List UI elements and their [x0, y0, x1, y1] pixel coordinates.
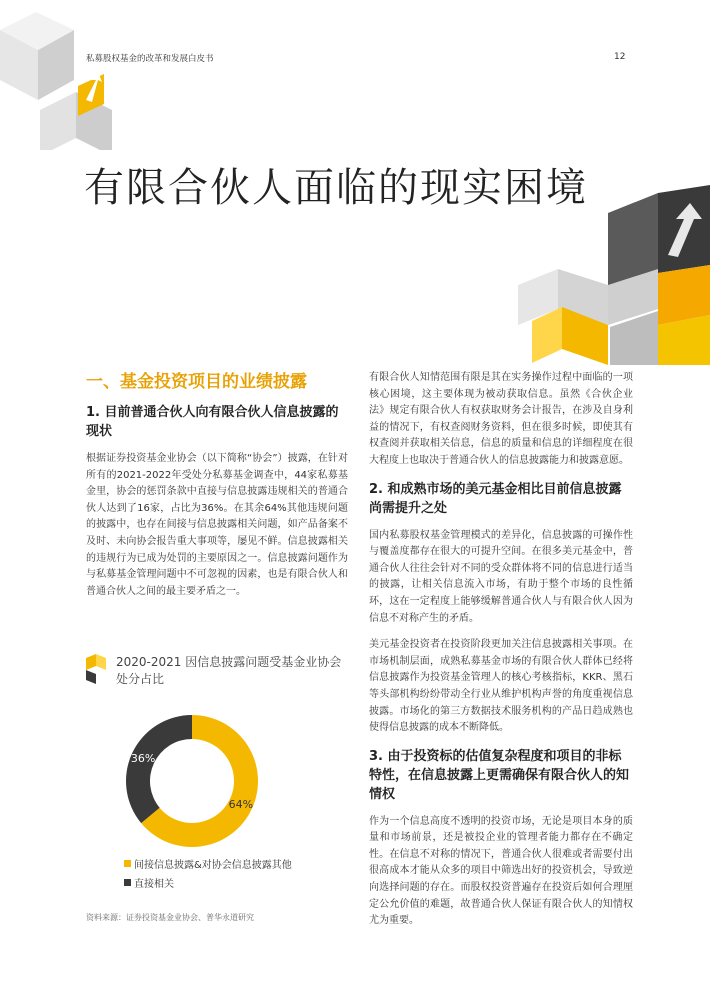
paragraph-right-2: 国内私募股权基金管理模式的差异化，信息披露的可操作性与覆盖度都存在很大的可提升空间。在很多美元基金中，普通合伙人往往会针对不同的受众群体将不同的信息进行适当的披露，让相关信息流入市场，有助于整个市场的良性循环，这在一定程度上能够缓解普通合伙人与有限合伙人因为信息不对称产生的矛盾。 — [369, 529, 633, 624]
paragraph-right-1: 有限合伙人知情范围有限是其在实务操作过程中面临的一项核心困境，这主要体现为被动获取信息。虽然《合伙企业法》规定有限合伙人有权获取财务会计报告，在涉及自身利益的情况下，有权查阅财务资料，但在很多时候，即使其有权查阅并获取相关信息，信息的质量和信息的详细程度在很大程度上也取决于普通合伙人的信息披露能力和披露意愿。 — [369, 372, 633, 466]
decorative-cubes-top-left — [0, 0, 120, 150]
legend-label-direct: 直接相关 — [134, 879, 174, 890]
subheading-3: 3. 由于投资标的估值复杂程度和项目的非标特性，在信息披露上更需确保有限合伙人的知情权 — [369, 748, 630, 802]
paragraph-right-3: 美元基金投资者在投资阶段更加关注信息披露相关事项。在市场机制层面，成熟私募基金市场的有限合伙人群体已经将信息披露作为投资基金管理人的核心考核指标，KKR、黑石等头部机构纷纷带动全行业从维护机构声誉的角度重视信息披露。市场化的第三方数据技术服务机构的产品日趋成熟也使得信息披露的成本不断降低。 — [369, 639, 633, 734]
legend-label-indirect: 间接信息披露&对协会信息披露其他 — [134, 860, 292, 871]
donut-label-0: 64% — [228, 797, 254, 811]
left-column — [86, 370, 348, 610]
page-title: 有限合伙人面临的现实困境 — [84, 165, 588, 211]
right-column — [369, 370, 633, 940]
subheading-2: 2. 和成熟市场的美元基金相比目前信息披露尚需提升之处 — [369, 481, 622, 516]
paragraph-left-1: 根据证券投资基金业协会（以下简称“协会”）披露，在针对所有的2021-2022年受处分私募基金调查中，44家私募基金里，协会的惩罚条款中直接与信息披露违规相关的普通合伙人达到了16家，占比为36%。在其余64%其他违规问题的披露中，也存在间接与信息披露相关问题，如产品备案不及时、未向协会报告重大事项等，屡见不鲜。信息披露相关的违规行为已成为处罚的主要原因之一。信息披露问题作为与私募基金管理问题中不可忽视的因素，也是有限合伙人和普通合伙人之间的最主要矛盾之一。 — [86, 453, 348, 597]
chart-title-icon — [86, 654, 108, 684]
section-heading: 一、基金投资项目的业绩披露 — [86, 372, 307, 392]
donut-slice-1 — [126, 715, 192, 823]
chart-title: 2020-2021 因信息披露问题受基金业协会处分占比 — [116, 655, 342, 686]
chart-legend — [124, 856, 292, 894]
legend-swatch-yellow — [124, 860, 131, 867]
legend-item-indirect — [124, 856, 292, 875]
source-note: 资料来源：证券投资基金业协会、普华永道研究 — [86, 913, 254, 922]
paragraph-right-4: 作为一个信息高度不透明的投资市场，无论是项目本身的质量和市场前景，还是被投企业的管理者能力都存在不确定性。在信息不对称的情况下，普通合伙人很难或者需要付出很高成本才能从众多的项目中筛选出好的投资机会，导致逆向选择问题的存在。而股权投资普遍存在投资后如何合理厘定公允价值的难题，故普通合伙人保证有限合伙人的知情权尤为重要。 — [369, 815, 633, 927]
donut-label-1: 36% — [130, 752, 156, 766]
donut-chart — [124, 713, 260, 849]
page-number: 12 — [614, 52, 626, 62]
legend-item-direct — [124, 875, 292, 894]
subheading-1: 1. 目前普通合伙人向有限合伙人信息披露的现状 — [86, 405, 339, 439]
document-title: 私募股权基金的改革和发展白皮书 — [86, 54, 214, 64]
legend-swatch-dark — [124, 879, 131, 886]
